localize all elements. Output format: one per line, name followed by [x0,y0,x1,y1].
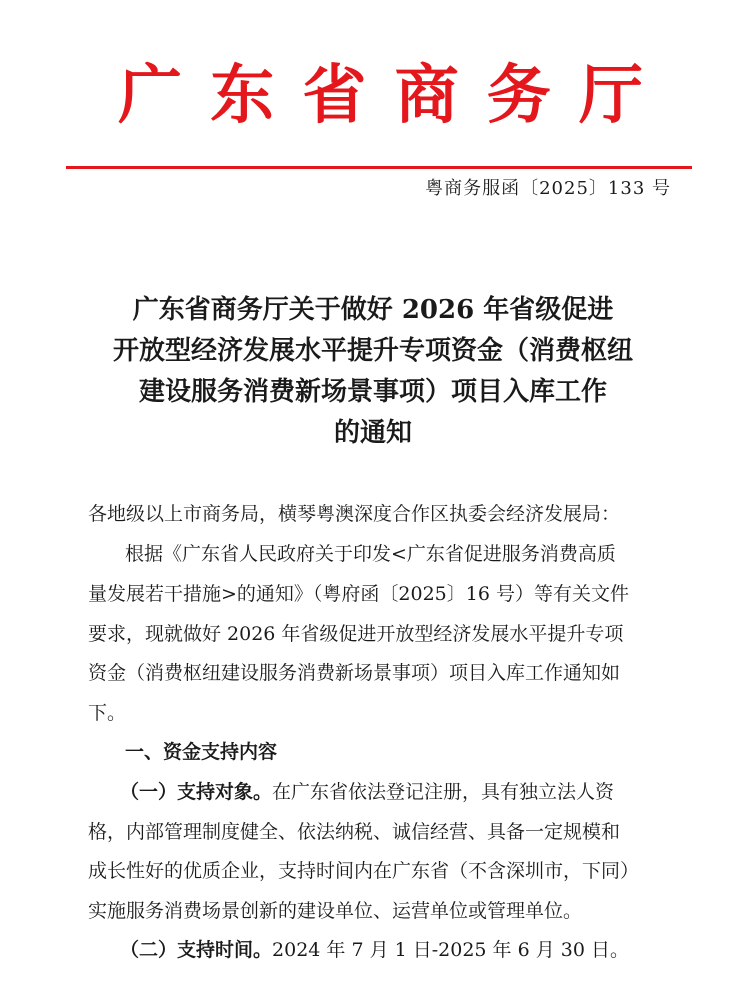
masthead-char: 省 [302,58,367,133]
title-line: 开放型经济发展水平提升专项资金（消费枢纽 [112,336,633,366]
issuer-masthead [118,58,643,133]
item-2-label: （二）支持时间。 [120,939,273,961]
salutation: 各地级以上市商务局，横琴粤澳深度合作区执委会经济发展局： [88,503,621,525]
red-separator-line [66,166,692,169]
paragraph-line: 下。 [88,702,127,724]
document-number: 粤商务服函〔2025〕133 号 [425,178,671,199]
paragraph-line: 资金（消费枢纽建设服务消费新场景事项）项目入库工作通知如 [88,662,621,684]
masthead-char: 商 [394,58,459,133]
item-2-line [120,938,629,962]
item-2-text: 2024 年 7 月 1 日-2025 年 6 月 30 日。 [272,939,629,961]
paragraph-line: 成长性好的优质企业，支持时间内在广东省（不含深圳市，下同） [88,860,640,882]
title-line: 建设服务消费新场景事项）项目入库工作 [138,377,607,407]
masthead-char: 东 [210,58,275,133]
document-title [60,290,686,454]
section-heading: 一、资金支持内容 [125,741,278,763]
item-1-line [120,780,614,804]
paragraph-line: 量发展若干措施>的通知》（粤府函〔2025〕16 号）等有关文件 [88,583,629,605]
title-line: 的通知 [333,418,412,448]
paragraph-line: 要求，现就做好 2026 年省级促进开放型经济发展水平提升专项 [88,623,624,645]
paragraph-line: 实施服务消费场景创新的建设单位、运营单位或管理单位。 [88,900,583,922]
item-1-label: （一）支持对象。 [120,781,273,803]
masthead-char: 广 [118,58,182,133]
title-line: 广东省商务厅关于做好 2026 年省级促进 [132,295,614,325]
masthead-char: 厅 [578,58,643,133]
paragraph-line: 格，内部管理制度健全、依法纳税、诚信经营、具备一定规模和 [88,821,621,843]
masthead-char: 务 [486,58,551,133]
paragraph-line: 根据《广东省人民政府关于印发<广东省促进服务消费高质 [125,543,616,565]
item-1-text: 在广东省依法登记注册，具有独立法人资 [272,781,615,803]
